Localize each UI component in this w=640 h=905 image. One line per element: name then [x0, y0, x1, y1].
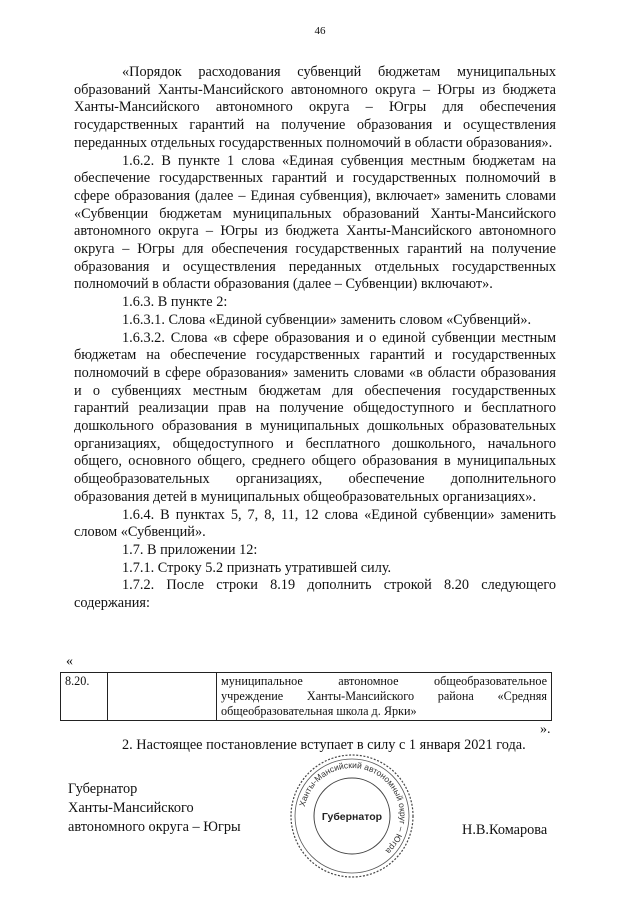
signatory-name: Н.В.Комарова: [462, 822, 548, 838]
document-body: [74, 64, 556, 613]
paragraph-1-6-3: 1.6.3. В пункте 2:: [122, 294, 228, 311]
institution-name-cell: муниципальное автономное общеобразовательное учреждение Ханты-Мансийского района «Средняя общеобразовательная школа д. Ярки»: [217, 673, 552, 721]
row-number-cell: 8.20.: [61, 673, 108, 721]
stamp-ring-text: Ханты-Мансийский автономный округ – Югра: [297, 759, 409, 857]
paragraph-1-6-3-1: 1.6.3.1. Слова «Единой субвенции» заменить словом «Субвенций».: [122, 311, 532, 328]
open-quote-mark: «: [66, 654, 73, 669]
paragraph-1-6-3-2: 1.6.3.2. Слова «в сфере образования и о единой субвенции местным бюджетам на обеспечение государственных гарантий и государственных полномочий в сфере образования» заменить словами «в области образования и о субвенциях местным бюджетам для обеспечения государственных гарантий реализации прав на получение общедоступного и бесплатного дошкольного образования в муниципальных дошкольных образовательных организациях, общедоступного и бесплатного дошкольного, начального общего, основного общего, среднего общего образования в муниципальных общеобразовательных организациях, обеспечение дополнительного образования детей в муниципальных общеобразовательных организациях».: [74, 329, 556, 505]
table-row: [61, 673, 552, 721]
stamp-center-text: Губернатор: [321, 811, 383, 823]
paragraph-title-quote: «Порядок расходования субвенций бюджетам муниципальных образований Ханты-Мансийского автономного округа – Югры из бюджета Ханты-Мансийского автономного округа – Югры для обеспечения государственных гарантий на получение образования и осуществления переданных отдельных государственных полномочий в области образования».: [74, 64, 556, 151]
paragraph-1-7-2: 1.7.2. После строки 8.19 дополнить строкой 8.20 следующего содержания:: [74, 577, 556, 612]
paragraph-1-6-2: 1.6.2. В пункте 1 слова «Единая субвенция местным бюджетам на обеспечение государственных гарантий и государственных полномочий в сфере образования (далее – Единая субвенция), включает» заменить словами «Субвенции бюджетам муниципальных образований Ханты-Мансийского автономного округа – Югры из бюджета Ханты-Мансийского автономного округа – Югры для обеспечения государственных гарантий на получение образования и осуществления переданных отдельных государственных полномочий в области образования (далее – Субвенции) включают».: [74, 152, 556, 293]
paragraph-1-7-1: 1.7.1. Строку 5.2 признать утратившей силу.: [122, 559, 392, 576]
close-quote-mark: ».: [540, 722, 551, 737]
page-number: 46: [314, 25, 326, 37]
paragraph-1-6-4: 1.6.4. В пунктах 5, 7, 8, 11, 12 слова «Единой субвенции» заменить словом «Субвенций».: [74, 506, 556, 541]
empty-cell: [108, 673, 217, 721]
inserted-table: [60, 672, 552, 721]
signatory-line-1: Губернатор: [68, 781, 138, 797]
signatory-line-2: Ханты-Мансийского: [68, 800, 194, 816]
final-paragraph: 2. Настоящее постановление вступает в силу с 1 января 2021 года.: [122, 737, 526, 753]
signatory-position: [68, 780, 241, 837]
official-stamp: [288, 752, 416, 880]
signatory-line-3: автономного округа – Югры: [68, 819, 241, 835]
paragraph-1-7: 1.7. В приложении 12:: [122, 541, 258, 558]
